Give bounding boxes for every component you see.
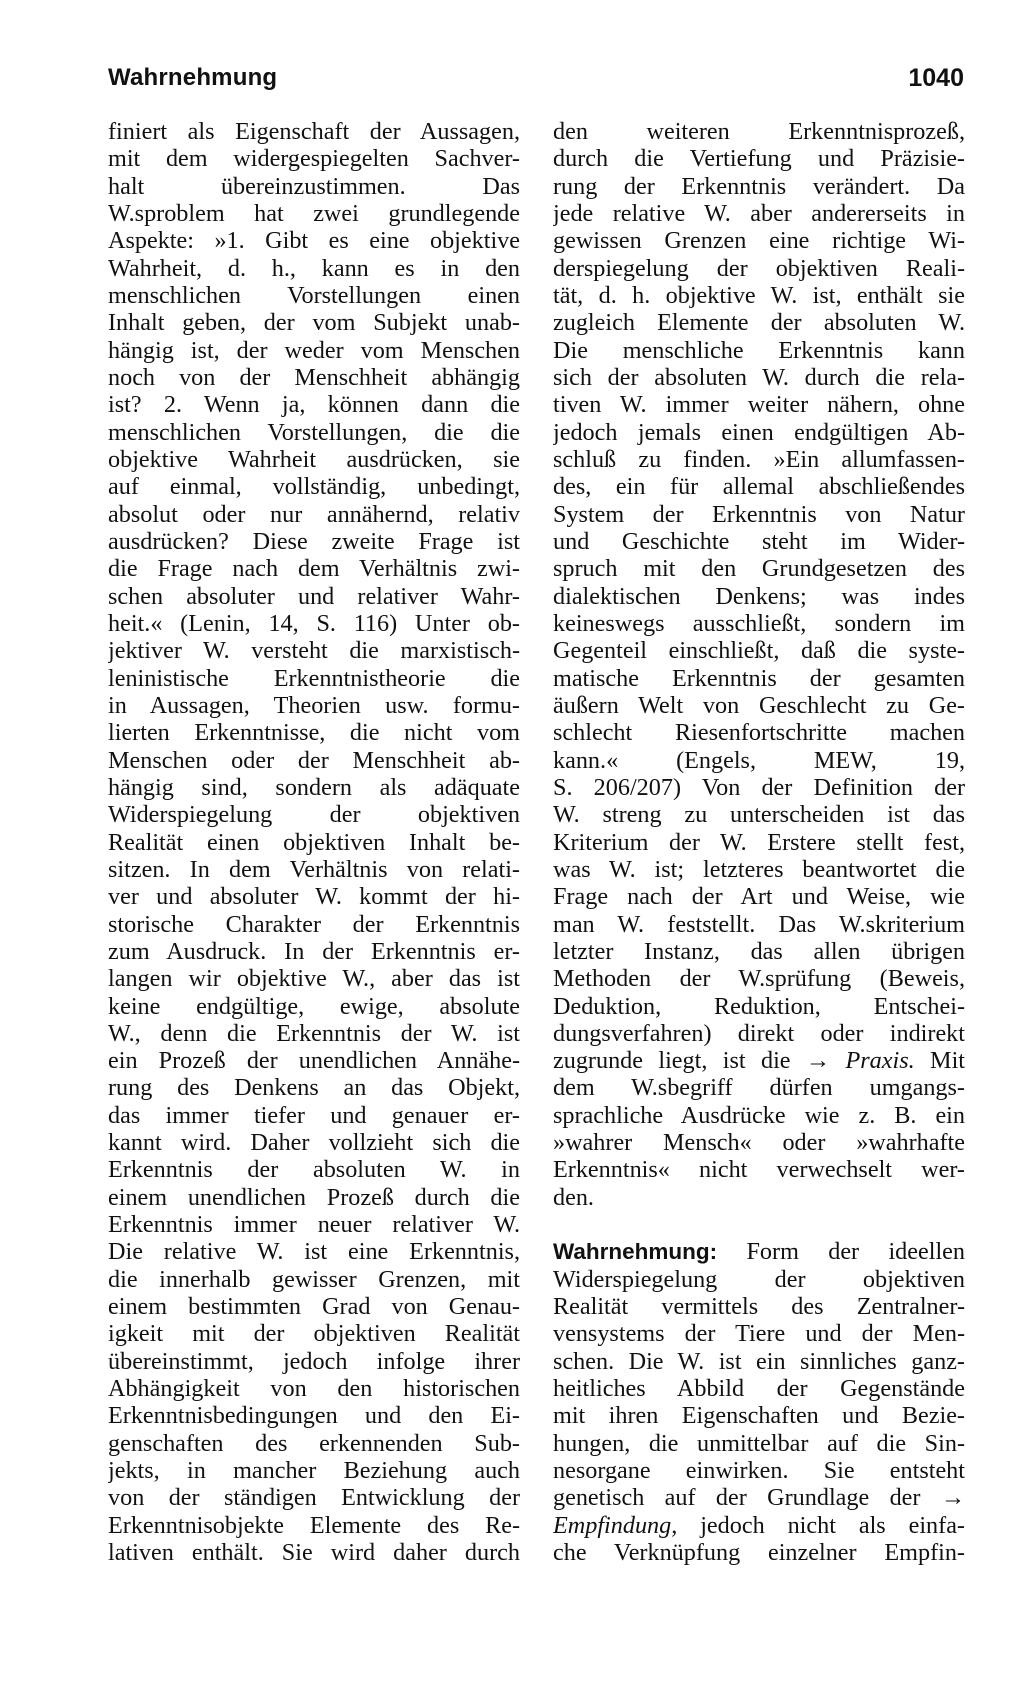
text-line: ist? 2. Wenn ja, können dann die bbox=[108, 391, 520, 419]
text-line: objektive Wahrheit ausdrücken, sie bbox=[108, 445, 520, 473]
text-line: dem W.sbegriff dürfen umgangs- bbox=[553, 1074, 965, 1102]
text-line: was W. ist; letzteres beantwortet die bbox=[553, 855, 965, 883]
text-line: heitliches Abbild der Gegenstände bbox=[553, 1375, 965, 1403]
text-line: von der ständigen Entwicklung der bbox=[108, 1484, 520, 1512]
text-line: Widerspiegelung der objektiven bbox=[108, 801, 520, 829]
text-line: lativen enthält. Sie wird daher durch bbox=[108, 1539, 520, 1567]
text-line: des, ein für allemal abschließendes bbox=[553, 473, 965, 501]
text-line: Die relative W. ist eine Erkenntnis, bbox=[108, 1238, 520, 1266]
running-head-word: Wahrnehmung bbox=[108, 64, 278, 91]
entry-definition-text bbox=[553, 1266, 965, 1485]
text-line: menschlichen Vorstellungen, die die bbox=[108, 418, 520, 446]
text-line: durch die Vertiefung und Präzisie- bbox=[553, 145, 965, 173]
text-line: Realität einen objektiven Inhalt be- bbox=[108, 828, 520, 856]
text-line: jedoch jemals einen endgültigen Ab- bbox=[553, 418, 965, 446]
text-line: Abhängigkeit von den historischen bbox=[108, 1375, 520, 1403]
text-line bbox=[553, 1484, 965, 1511]
text-line: Aspekte: »1. Gibt es eine objektive bbox=[108, 227, 520, 255]
praxis-line-after: Mit bbox=[914, 1047, 965, 1075]
text-line: hängig ist, der weder vom Menschen bbox=[108, 336, 520, 364]
text-line: schen. Die W. ist ein sinnliches ganz- bbox=[553, 1347, 965, 1375]
text-line: leninistische Erkenntnistheorie die bbox=[108, 664, 520, 692]
text-line: Gegenteil einschließt, daß die syste- bbox=[553, 637, 965, 665]
page-number: 1040 bbox=[908, 64, 964, 92]
text-line: System der Erkenntnis von Natur bbox=[553, 500, 965, 528]
text-line: Erkenntnis immer neuer relativer W. bbox=[108, 1211, 520, 1239]
text-line: in Aussagen, Theorien usw. formu- bbox=[108, 691, 520, 719]
text-line: lierten Erkenntnisse, die nicht vom bbox=[108, 719, 520, 747]
running-head bbox=[108, 64, 964, 100]
text-line: igkeit mit der objektiven Realität bbox=[108, 1320, 520, 1348]
text-line: Menschen oder der Menschheit ab- bbox=[108, 746, 520, 774]
entry-definition-start: Form der ideellen bbox=[717, 1238, 965, 1266]
text-line: Realität vermittels des Zentralner- bbox=[553, 1293, 965, 1321]
text-line: einem bestimmten Grad von Genau- bbox=[108, 1293, 520, 1321]
text-line: die Frage nach dem Verhältnis zwi- bbox=[108, 555, 520, 583]
text-line: man W. feststellt. Das W.skriterium bbox=[553, 910, 965, 938]
text-line: noch von der Menschheit abhängig bbox=[108, 363, 520, 391]
text-line bbox=[553, 1047, 965, 1074]
text-line: Kriterium der W. Erstere stellt fest, bbox=[553, 828, 965, 856]
text-line: äußern Welt von Geschlecht zu Ge- bbox=[553, 691, 965, 719]
text-line: mit ihren Eigenschaften und Bezie- bbox=[553, 1402, 965, 1430]
text-line: übereinstimmt, jedoch infolge ihrer bbox=[108, 1347, 520, 1375]
arrow-line-text: genetisch auf der Grundlage der bbox=[553, 1484, 941, 1512]
text-line: genschaften des erkennenden Sub- bbox=[108, 1429, 520, 1457]
text-line: ausdrücken? Diese zweite Frage ist bbox=[108, 527, 520, 555]
text-line: schen absoluter und relativer Wahr- bbox=[108, 582, 520, 610]
arrow-right-icon: → bbox=[940, 1484, 965, 1512]
text-line: heit.« (Lenin, 14, S. 116) Unter ob- bbox=[108, 609, 520, 637]
text-line: hungen, die unmittelbar auf die Sin- bbox=[553, 1429, 965, 1457]
text-line: W. streng zu unterscheiden ist das bbox=[553, 801, 965, 829]
text-line: keineswegs ausschließt, sondern im bbox=[553, 609, 965, 637]
text-line: rung der Erkenntnis verändert. Da bbox=[553, 172, 965, 200]
text-line: Deduktion, Reduktion, Entschei- bbox=[553, 992, 965, 1020]
text-line: und Geschichte steht im Wider- bbox=[553, 527, 965, 555]
cross-reference-empfindung[interactable]: Empfindung, bbox=[553, 1511, 678, 1539]
praxis-line-before: zugrunde liegt, ist die bbox=[553, 1047, 806, 1075]
text-line: derspiegelung der objektiven Reali- bbox=[553, 254, 965, 282]
text-line: den weiteren Erkenntnisprozeß, bbox=[553, 118, 965, 145]
text-line: dungsverfahren) direkt oder indirekt bbox=[553, 1019, 965, 1047]
text-line: rung des Denkens an das Objekt, bbox=[108, 1074, 520, 1102]
text-line: spruch mit den Grundgesetzen des bbox=[553, 555, 965, 583]
arrow-right-icon: → bbox=[805, 1047, 831, 1075]
text-line: schlecht Riesenfortschritte machen bbox=[553, 719, 965, 747]
text-line: Wahrheit, d. h., kann es in den bbox=[108, 254, 520, 282]
text-line: tät, d. h. objektive W. ist, enthält sie bbox=[553, 281, 965, 309]
text-line: sitzen. In dem Verhältnis von relati- bbox=[108, 855, 520, 883]
text-line: Erkenntnis« nicht verwechselt wer- bbox=[553, 1156, 965, 1184]
empf-line-after: jedoch nicht als einfa- bbox=[677, 1511, 965, 1539]
text-line: kannt wird. Daher vollzieht sich die bbox=[108, 1129, 520, 1157]
left-column bbox=[108, 118, 520, 1566]
text-line: vensystems der Tiere und der Men- bbox=[553, 1320, 965, 1348]
text-line: S. 206/207) Von der Definition der bbox=[553, 773, 965, 801]
text-line: Erkenntnis der absoluten W. in bbox=[108, 1156, 520, 1184]
text-line: absolut oder nur annähernd, relativ bbox=[108, 500, 520, 528]
text-line: menschlichen Vorstellungen einen bbox=[108, 281, 520, 309]
text-line: mit dem widergespiegelten Sachver- bbox=[108, 145, 520, 173]
text-line: che Verknüpfung einzelner Empfin- bbox=[553, 1539, 965, 1567]
text-line: zum Ausdruck. In der Erkenntnis er- bbox=[108, 937, 520, 965]
right-column-closing-text bbox=[553, 1074, 965, 1211]
text-line: zugleich Elemente der absoluten W. bbox=[553, 309, 965, 337]
text-line: Erkenntnisobjekte Elemente des Re- bbox=[108, 1511, 520, 1539]
text-line: storische Charakter der Erkenntnis bbox=[108, 910, 520, 938]
text-line: »wahrer Mensch« oder »wahrhafte bbox=[553, 1129, 965, 1157]
cross-reference-praxis[interactable]: Praxis. bbox=[845, 1047, 915, 1075]
text-line: tiven W. immer weiter nähern, ohne bbox=[553, 391, 965, 419]
text-line: finiert als Eigenschaft der Aussagen, bbox=[108, 118, 520, 145]
text-line: W., denn die Erkenntnis der W. ist bbox=[108, 1019, 520, 1047]
text-line: Erkenntnisbedingungen und den Ei- bbox=[108, 1402, 520, 1430]
text-line: die innerhalb gewisser Grenzen, mit bbox=[108, 1265, 520, 1293]
entry-wahrnehmung bbox=[553, 1238, 965, 1566]
text-line: jede relative W. aber andererseits in bbox=[553, 199, 965, 227]
text-line: auf einmal, vollständig, unbedingt, bbox=[108, 473, 520, 501]
text-line: Widerspiegelung der objektiven bbox=[553, 1265, 965, 1293]
text-line: einem unendlichen Prozeß durch die bbox=[108, 1183, 520, 1211]
right-column-continued-text bbox=[553, 118, 965, 1047]
text-line: sprachliche Ausdrücke wie z. B. ein bbox=[553, 1101, 965, 1129]
text-line: letzter Instanz, das allen übrigen bbox=[553, 937, 965, 965]
text-line: Die menschliche Erkenntnis kann bbox=[553, 336, 965, 364]
text-line: schluß zu finden. »Ein allumfassen- bbox=[553, 445, 965, 473]
text-line: sich der absoluten W. durch die rela- bbox=[553, 363, 965, 391]
text-line: den. bbox=[553, 1183, 594, 1211]
text-line: halt übereinzustimmen. Das bbox=[108, 172, 520, 200]
text-line: ein Prozeß der unendlichen Annähe- bbox=[108, 1047, 520, 1075]
text-line: ver und absoluter W. kommt der hi- bbox=[108, 883, 520, 911]
text-line: Frage nach der Art und Weise, wie bbox=[553, 883, 965, 911]
text-line: matische Erkenntnis der gesamten bbox=[553, 664, 965, 692]
entry-first-line bbox=[553, 1238, 965, 1265]
text-line: jekts, in mancher Beziehung auch bbox=[108, 1457, 520, 1485]
text-line: kann.« (Engels, MEW, 19, bbox=[553, 746, 965, 774]
text-line: gewissen Grenzen eine richtige Wi- bbox=[553, 227, 965, 255]
text-line: W.sproblem hat zwei grundlegende bbox=[108, 199, 520, 227]
entry-keyword: Wahrnehmung: bbox=[553, 1239, 718, 1265]
text-line: das immer tiefer und genauer er- bbox=[108, 1101, 520, 1129]
text-line: Methoden der W.sprüfung (Beweis, bbox=[553, 965, 965, 993]
text-line: dialektischen Denkens; was indes bbox=[553, 582, 965, 610]
text-line: hängig sind, sondern als adäquate bbox=[108, 773, 520, 801]
text-line bbox=[553, 1512, 965, 1539]
text-line: langen wir objektive W., aber das ist bbox=[108, 965, 520, 993]
text-line: jektiver W. versteht die marxistisch- bbox=[108, 637, 520, 665]
text-line: Inhalt geben, der vom Subjekt unab- bbox=[108, 309, 520, 337]
text-line: keine endgültige, ewige, absolute bbox=[108, 992, 520, 1020]
text-line: nesorgane einwirken. Sie entsteht bbox=[553, 1457, 965, 1485]
entry-separator bbox=[553, 1211, 965, 1238]
right-column bbox=[553, 118, 965, 1566]
